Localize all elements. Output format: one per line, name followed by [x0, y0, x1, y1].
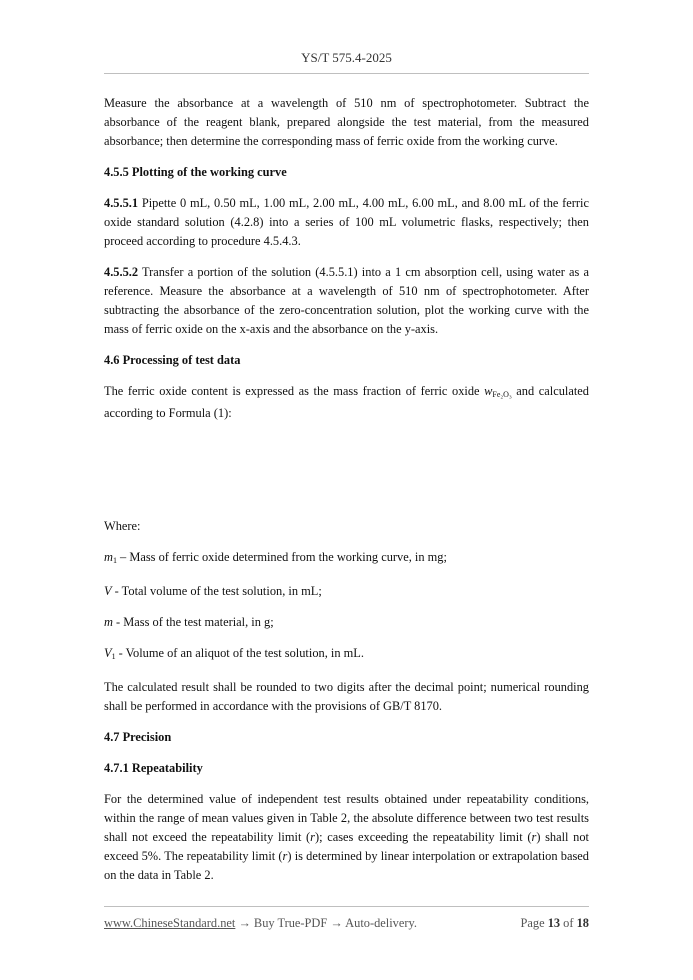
clause-text: Pipette 0 mL, 0.50 mL, 1.00 mL, 2.00 mL, 4.00 mL, 6.00 mL, and 8.00 mL of the ferric oxide standard solution (4.2.8) into a series of 100 mL volumetric flasks, respectively; then proceed according to procedure 4.5.4.3. [104, 196, 589, 248]
subscript: 1 [112, 556, 117, 565]
footer-divider [104, 906, 589, 907]
paragraph-4-5-5-2 [104, 263, 589, 339]
text-run: ) shall not exceed 5%. The repeatability limit ( [104, 830, 589, 863]
clause-number: 4.5.5.2 [104, 265, 139, 279]
paragraph-4-5-5-1 [104, 194, 589, 251]
footer-tail: → Buy True-PDF → Auto-delivery. [235, 916, 417, 930]
heading-4-7: 4.7 Precision [104, 730, 172, 744]
variable-V1 [104, 644, 589, 666]
symbol: m [104, 615, 113, 629]
formula-area [104, 435, 589, 517]
of-label: of [560, 916, 577, 930]
heading-4-7-1: 4.7.1 Repeatability [104, 761, 203, 775]
symbol-r: r [310, 830, 315, 844]
symbol-w: w [484, 384, 493, 398]
page-indicator [521, 916, 590, 931]
heading-4-6: 4.6 Processing of test data [104, 353, 241, 367]
variable-m1 [104, 548, 589, 570]
document-body [104, 94, 589, 897]
symbol-r: r [531, 830, 537, 844]
footer-promo [104, 916, 417, 931]
page-label: Page [520, 916, 548, 930]
text-run: ); cases exceeding the repeatability limit ( [315, 830, 532, 844]
page-total: 18 [576, 916, 589, 930]
subscript: 1 [111, 652, 116, 661]
page-header: YS/T 575.4-2025 [301, 50, 392, 65]
symbol-subscript: Fe₂O₃ [492, 390, 512, 399]
text-run: ) is determined by linear interpolation or extrapolation based on the data in Table 2. [104, 849, 589, 882]
paragraph-rounding: The calculated result shall be rounded to two digits after the decimal point; numerical rounding shall be performed in accordance with the provisions of GB/T 8170. [104, 680, 589, 713]
variable-m [104, 613, 589, 632]
text-run: and calculated according to Formula (1): [104, 384, 589, 420]
symbol: V [104, 584, 112, 598]
header-divider [104, 73, 589, 74]
clause-text: Transfer a portion of the solution (4.5.5.1) into a 1 cm absorption cell, using water as a reference. Measure the absorbance at a wavelength of 510 nm of spectrophotometer. After subtracting the absorbance of the zero-concentration solution, plot the working curve with the mass of ferric oxide on the x-axis and the absorbance on the y-axis. [104, 265, 589, 336]
page-number: 13 [547, 916, 561, 930]
definition: – Mass of ferric oxide determined from the working curve, in mg; [116, 550, 447, 564]
heading-4-5-5: 4.5.5 Plotting of the working curve [104, 165, 287, 179]
where-label: Where: [104, 519, 141, 533]
definition: - Mass of the test material, in g; [112, 615, 274, 629]
paragraph-4-6 [104, 382, 589, 423]
site-link[interactable]: www.ChineseStandard.net [104, 916, 236, 930]
paragraph-4-7-1 [104, 790, 589, 885]
clause-number: 4.5.5.1 [104, 196, 139, 210]
variable-V [104, 582, 589, 601]
symbol-r: r [282, 849, 288, 863]
paragraph-measure-absorbance: Measure the absorbance at a wavelength of 510 nm of spectrophotometer. Subtract the absorbance of the reagent blank, prepared alongside the test material, from the measured absorbance; then determine the corresponding mass of ferric oxide from the working curve. [104, 96, 589, 148]
text-run: For the determined value of independent test results obtained under repeatability conditions, within the range of mean values given in Table 2, the absolute difference between two test results shall not exceed the repeatability limit ( [104, 792, 589, 844]
symbol: V [104, 646, 112, 660]
symbol: m [104, 550, 113, 564]
definition: - Total volume of the test solution, in mL; [111, 584, 322, 598]
definition: - Volume of an aliquot of the test solution, in mL. [115, 646, 364, 660]
text-run: The ferric oxide content is expressed as the mass fraction of ferric oxide [104, 384, 485, 398]
